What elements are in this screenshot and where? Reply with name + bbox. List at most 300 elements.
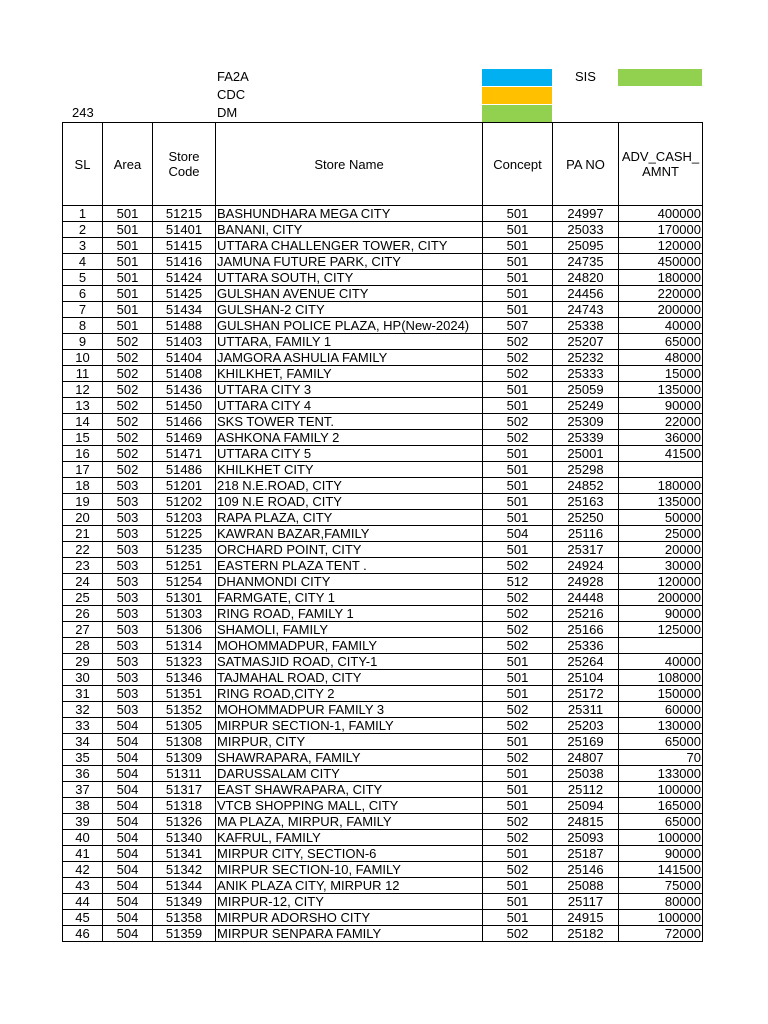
cell-store-code: 51404	[153, 350, 216, 366]
cell-area: 501	[103, 206, 153, 222]
cell-sl: 36	[63, 766, 103, 782]
cell-store-name: RING ROAD, FAMILY 1	[216, 606, 483, 622]
cell-concept: 501	[483, 894, 553, 910]
table-row	[63, 798, 703, 814]
cell-sl: 14	[63, 414, 103, 430]
cell-pa-no: 25117	[553, 894, 619, 910]
cell-adv-cash-amnt: 22000	[619, 414, 703, 430]
cell-store-code: 51349	[153, 894, 216, 910]
cell-sl: 31	[63, 686, 103, 702]
cell-store-code: 51326	[153, 814, 216, 830]
cell-sl: 38	[63, 798, 103, 814]
cell-concept: 502	[483, 590, 553, 606]
cell-store-code: 51342	[153, 862, 216, 878]
table-row	[63, 526, 703, 542]
cell-sl: 32	[63, 702, 103, 718]
cell-pa-no: 25298	[553, 462, 619, 478]
cell-adv-cash-amnt: 180000	[619, 270, 703, 286]
cell-concept: 501	[483, 494, 553, 510]
cell-sl: 3	[63, 238, 103, 254]
table-row	[63, 558, 703, 574]
cell-concept: 502	[483, 830, 553, 846]
cell-concept: 502	[483, 750, 553, 766]
cell-adv-cash-amnt: 165000	[619, 798, 703, 814]
cell-store-name: SHAMOLI, FAMILY	[216, 622, 483, 638]
table-row	[63, 766, 703, 782]
cell-concept: 501	[483, 398, 553, 414]
cell-adv-cash-amnt: 75000	[619, 878, 703, 894]
cell-concept: 501	[483, 286, 553, 302]
cell-store-code: 51311	[153, 766, 216, 782]
cell-adv-cash-amnt	[619, 462, 703, 478]
cell-area: 503	[103, 670, 153, 686]
cell-area: 501	[103, 254, 153, 270]
cell-sl: 19	[63, 494, 103, 510]
cell-concept: 501	[483, 238, 553, 254]
cell-pa-no: 25172	[553, 686, 619, 702]
legend-cdc-swatch	[482, 87, 552, 104]
cell-adv-cash-amnt: 48000	[619, 350, 703, 366]
cell-store-code: 51424	[153, 270, 216, 286]
cell-concept: 502	[483, 862, 553, 878]
cell-store-name: MIRPUR SECTION-10, FAMILY	[216, 862, 483, 878]
cell-adv-cash-amnt: 141500	[619, 862, 703, 878]
cell-pa-no: 24735	[553, 254, 619, 270]
cell-store-code: 51346	[153, 670, 216, 686]
cell-sl: 18	[63, 478, 103, 494]
cell-store-code: 51469	[153, 430, 216, 446]
table-row	[63, 894, 703, 910]
cell-concept: 501	[483, 446, 553, 462]
cell-area: 503	[103, 686, 153, 702]
cell-store-name: SATMASJID ROAD, CITY-1	[216, 654, 483, 670]
cell-concept: 502	[483, 718, 553, 734]
cell-pa-no: 25059	[553, 382, 619, 398]
cell-area: 502	[103, 462, 153, 478]
cell-area: 504	[103, 894, 153, 910]
table-row	[63, 366, 703, 382]
table-row	[63, 734, 703, 750]
cell-area: 503	[103, 606, 153, 622]
cell-adv-cash-amnt: 65000	[619, 734, 703, 750]
header-area: Area	[103, 123, 153, 206]
cell-pa-no: 25232	[553, 350, 619, 366]
header-sl: SL	[63, 123, 103, 206]
cell-pa-no: 24820	[553, 270, 619, 286]
cell-store-code: 51352	[153, 702, 216, 718]
cell-store-name: SHAWRAPARA, FAMILY	[216, 750, 483, 766]
cell-store-code: 51235	[153, 542, 216, 558]
cell-area: 503	[103, 654, 153, 670]
cell-pa-no: 24456	[553, 286, 619, 302]
legend-fa2a-label: FA2A	[217, 69, 249, 84]
table-row	[63, 782, 703, 798]
cell-adv-cash-amnt: 90000	[619, 398, 703, 414]
cell-sl: 20	[63, 510, 103, 526]
cell-sl: 40	[63, 830, 103, 846]
cell-store-name: JAMGORA ASHULIA FAMILY	[216, 350, 483, 366]
cell-pa-no: 25338	[553, 318, 619, 334]
cell-adv-cash-amnt: 100000	[619, 782, 703, 798]
cell-sl: 8	[63, 318, 103, 334]
cell-area: 504	[103, 766, 153, 782]
cell-sl: 45	[63, 910, 103, 926]
table-row	[63, 638, 703, 654]
cell-adv-cash-amnt: 125000	[619, 622, 703, 638]
cell-pa-no: 25093	[553, 830, 619, 846]
cell-concept: 502	[483, 558, 553, 574]
cell-concept: 501	[483, 846, 553, 862]
cell-store-code: 51303	[153, 606, 216, 622]
cell-sl: 42	[63, 862, 103, 878]
cell-store-code: 51359	[153, 926, 216, 942]
cell-area: 502	[103, 414, 153, 430]
cell-area: 502	[103, 446, 153, 462]
cell-adv-cash-amnt: 100000	[619, 830, 703, 846]
cell-store-name: ORCHARD POINT, CITY	[216, 542, 483, 558]
table-row	[63, 814, 703, 830]
cell-store-code: 51415	[153, 238, 216, 254]
cell-adv-cash-amnt: 135000	[619, 382, 703, 398]
cell-store-name: TAJMAHAL ROAD, CITY	[216, 670, 483, 686]
cell-store-name: UTTARA CITY 5	[216, 446, 483, 462]
header-adv-cash-amnt: ADV_CASH_ AMNT	[619, 123, 703, 206]
cell-area: 504	[103, 846, 153, 862]
cell-adv-cash-amnt: 20000	[619, 542, 703, 558]
header-store-code: Store Code	[153, 123, 216, 206]
legend-dm-swatch	[482, 105, 552, 122]
cell-store-name: 218 N.E.ROAD, CITY	[216, 478, 483, 494]
cell-concept: 501	[483, 478, 553, 494]
cell-store-name: KHILKHET CITY	[216, 462, 483, 478]
cell-concept: 501	[483, 206, 553, 222]
cell-concept: 501	[483, 910, 553, 926]
cell-store-code: 51340	[153, 830, 216, 846]
cell-store-code: 51201	[153, 478, 216, 494]
cell-store-name: UTTARA CITY 3	[216, 382, 483, 398]
cell-store-code: 51471	[153, 446, 216, 462]
table-row	[63, 478, 703, 494]
cell-sl: 26	[63, 606, 103, 622]
cell-store-name: MOHOMMADPUR, FAMILY	[216, 638, 483, 654]
cell-area: 503	[103, 478, 153, 494]
cell-pa-no: 25038	[553, 766, 619, 782]
header-store-name: Store Name	[216, 123, 483, 206]
cell-area: 502	[103, 334, 153, 350]
cell-adv-cash-amnt: 200000	[619, 590, 703, 606]
cell-concept: 501	[483, 222, 553, 238]
table-row	[63, 286, 703, 302]
cell-store-name: DHANMONDI CITY	[216, 574, 483, 590]
table-row	[63, 494, 703, 510]
table-row	[63, 334, 703, 350]
cell-concept: 501	[483, 510, 553, 526]
cell-sl: 25	[63, 590, 103, 606]
cell-pa-no: 24815	[553, 814, 619, 830]
cell-pa-no: 25250	[553, 510, 619, 526]
cell-concept: 502	[483, 350, 553, 366]
cell-area: 504	[103, 814, 153, 830]
cell-adv-cash-amnt: 200000	[619, 302, 703, 318]
cell-sl: 16	[63, 446, 103, 462]
cell-sl: 7	[63, 302, 103, 318]
cell-adv-cash-amnt: 30000	[619, 558, 703, 574]
cell-store-code: 51450	[153, 398, 216, 414]
table-row	[63, 606, 703, 622]
cell-adv-cash-amnt: 450000	[619, 254, 703, 270]
cell-concept: 507	[483, 318, 553, 334]
cell-concept: 512	[483, 574, 553, 590]
cell-concept: 502	[483, 638, 553, 654]
cell-area: 503	[103, 638, 153, 654]
cell-store-name: 109 N.E ROAD, CITY	[216, 494, 483, 510]
cell-concept: 501	[483, 542, 553, 558]
cell-concept: 501	[483, 878, 553, 894]
cell-concept: 502	[483, 430, 553, 446]
cell-store-code: 51486	[153, 462, 216, 478]
cell-adv-cash-amnt: 150000	[619, 686, 703, 702]
cell-sl: 11	[63, 366, 103, 382]
store-table	[62, 122, 703, 942]
table-row	[63, 270, 703, 286]
cell-store-code: 51434	[153, 302, 216, 318]
table-body	[63, 206, 703, 942]
cell-sl: 21	[63, 526, 103, 542]
cell-concept: 501	[483, 654, 553, 670]
cell-area: 503	[103, 622, 153, 638]
header-pa-no: PA NO	[553, 123, 619, 206]
cell-store-code: 51416	[153, 254, 216, 270]
cell-concept: 501	[483, 670, 553, 686]
cell-area: 503	[103, 510, 153, 526]
cell-sl: 22	[63, 542, 103, 558]
cell-pa-no: 25339	[553, 430, 619, 446]
table-row	[63, 430, 703, 446]
cell-store-code: 51308	[153, 734, 216, 750]
cell-pa-no: 25249	[553, 398, 619, 414]
cell-pa-no: 25207	[553, 334, 619, 350]
cell-adv-cash-amnt: 133000	[619, 766, 703, 782]
legend-dm-label: DM	[217, 105, 238, 120]
cell-store-code: 51341	[153, 846, 216, 862]
cell-concept: 502	[483, 366, 553, 382]
cell-store-name: MIRPUR, CITY	[216, 734, 483, 750]
cell-store-code: 51488	[153, 318, 216, 334]
cell-store-code: 51309	[153, 750, 216, 766]
cell-pa-no: 25146	[553, 862, 619, 878]
cell-store-code: 51425	[153, 286, 216, 302]
cell-sl: 41	[63, 846, 103, 862]
cell-adv-cash-amnt: 170000	[619, 222, 703, 238]
legend-sis-label: SIS	[575, 69, 596, 84]
cell-store-name: KAWRAN BAZAR,FAMILY	[216, 526, 483, 542]
cell-area: 501	[103, 222, 153, 238]
cell-store-code: 51225	[153, 526, 216, 542]
table-row	[63, 350, 703, 366]
cell-area: 502	[103, 366, 153, 382]
table-row	[63, 846, 703, 862]
cell-sl: 33	[63, 718, 103, 734]
table-row	[63, 510, 703, 526]
cell-store-code: 51401	[153, 222, 216, 238]
table-row	[63, 382, 703, 398]
cell-sl: 10	[63, 350, 103, 366]
cell-adv-cash-amnt: 65000	[619, 814, 703, 830]
cell-area: 504	[103, 830, 153, 846]
cell-adv-cash-amnt: 50000	[619, 510, 703, 526]
cell-store-name: ANIK PLAZA CITY, MIRPUR 12	[216, 878, 483, 894]
cell-sl: 29	[63, 654, 103, 670]
cell-adv-cash-amnt	[619, 638, 703, 654]
table-row	[63, 862, 703, 878]
table-row	[63, 686, 703, 702]
table-row	[63, 318, 703, 334]
table-row	[63, 590, 703, 606]
cell-concept: 501	[483, 686, 553, 702]
cell-store-name: FARMGATE, CITY 1	[216, 590, 483, 606]
table-row	[63, 574, 703, 590]
cell-sl: 46	[63, 926, 103, 942]
cell-concept: 501	[483, 734, 553, 750]
cell-store-code: 51344	[153, 878, 216, 894]
cell-sl: 13	[63, 398, 103, 414]
cell-sl: 43	[63, 878, 103, 894]
cell-adv-cash-amnt: 100000	[619, 910, 703, 926]
cell-pa-no: 25166	[553, 622, 619, 638]
cell-store-name: SKS TOWER TENT.	[216, 414, 483, 430]
cell-store-name: ASHKONA FAMILY 2	[216, 430, 483, 446]
cell-store-code: 51351	[153, 686, 216, 702]
cell-store-name: JAMUNA FUTURE PARK, CITY	[216, 254, 483, 270]
table-row	[63, 446, 703, 462]
cell-concept: 504	[483, 526, 553, 542]
cell-concept: 501	[483, 798, 553, 814]
cell-area: 504	[103, 926, 153, 942]
table-header-row	[63, 123, 703, 206]
header-concept: Concept	[483, 123, 553, 206]
table-row	[63, 718, 703, 734]
record-count: 243	[72, 105, 94, 120]
cell-adv-cash-amnt: 41500	[619, 446, 703, 462]
cell-area: 503	[103, 542, 153, 558]
cell-store-code: 51317	[153, 782, 216, 798]
cell-store-code: 51203	[153, 510, 216, 526]
cell-store-code: 51314	[153, 638, 216, 654]
table-row	[63, 702, 703, 718]
cell-store-code: 51436	[153, 382, 216, 398]
cell-sl: 17	[63, 462, 103, 478]
cell-pa-no: 24807	[553, 750, 619, 766]
cell-store-name: RING ROAD,CITY 2	[216, 686, 483, 702]
cell-concept: 501	[483, 766, 553, 782]
cell-adv-cash-amnt: 108000	[619, 670, 703, 686]
cell-pa-no: 24743	[553, 302, 619, 318]
cell-store-name: EASTERN PLAZA TENT .	[216, 558, 483, 574]
cell-area: 504	[103, 734, 153, 750]
cell-adv-cash-amnt: 72000	[619, 926, 703, 942]
cell-concept: 501	[483, 254, 553, 270]
table-row	[63, 462, 703, 478]
legend-fa2a-swatch	[482, 69, 552, 86]
cell-adv-cash-amnt: 36000	[619, 430, 703, 446]
cell-pa-no: 25116	[553, 526, 619, 542]
cell-adv-cash-amnt: 15000	[619, 366, 703, 382]
table-row	[63, 222, 703, 238]
cell-store-code: 51202	[153, 494, 216, 510]
cell-sl: 5	[63, 270, 103, 286]
cell-concept: 502	[483, 606, 553, 622]
legend-sis-swatch	[618, 69, 702, 86]
cell-area: 502	[103, 382, 153, 398]
cell-store-code: 51318	[153, 798, 216, 814]
cell-area: 503	[103, 702, 153, 718]
cell-store-name: MIRPUR CITY, SECTION-6	[216, 846, 483, 862]
table-row	[63, 206, 703, 222]
cell-area: 503	[103, 590, 153, 606]
cell-area: 503	[103, 526, 153, 542]
cell-store-name: MA PLAZA, MIRPUR, FAMILY	[216, 814, 483, 830]
cell-pa-no: 25112	[553, 782, 619, 798]
cell-store-code: 51306	[153, 622, 216, 638]
cell-pa-no: 24852	[553, 478, 619, 494]
cell-sl: 27	[63, 622, 103, 638]
cell-pa-no: 25094	[553, 798, 619, 814]
cell-area: 504	[103, 862, 153, 878]
cell-store-code: 51301	[153, 590, 216, 606]
cell-adv-cash-amnt: 220000	[619, 286, 703, 302]
cell-sl: 23	[63, 558, 103, 574]
cell-adv-cash-amnt: 135000	[619, 494, 703, 510]
cell-sl: 30	[63, 670, 103, 686]
cell-store-name: VTCB SHOPPING MALL, CITY	[216, 798, 483, 814]
cell-store-code: 51466	[153, 414, 216, 430]
cell-pa-no: 24448	[553, 590, 619, 606]
cell-area: 504	[103, 750, 153, 766]
cell-adv-cash-amnt: 90000	[619, 846, 703, 862]
cell-area: 503	[103, 574, 153, 590]
cell-concept: 501	[483, 302, 553, 318]
cell-pa-no: 25309	[553, 414, 619, 430]
cell-concept: 502	[483, 814, 553, 830]
table-row	[63, 542, 703, 558]
cell-pa-no: 25163	[553, 494, 619, 510]
cell-store-name: BANANI, CITY	[216, 222, 483, 238]
table-row	[63, 622, 703, 638]
cell-pa-no: 25033	[553, 222, 619, 238]
cell-adv-cash-amnt: 25000	[619, 526, 703, 542]
table-row	[63, 654, 703, 670]
cell-area: 503	[103, 558, 153, 574]
cell-sl: 4	[63, 254, 103, 270]
cell-store-name: MIRPUR SECTION-1, FAMILY	[216, 718, 483, 734]
cell-pa-no: 24915	[553, 910, 619, 926]
cell-sl: 15	[63, 430, 103, 446]
cell-adv-cash-amnt: 130000	[619, 718, 703, 734]
cell-sl: 9	[63, 334, 103, 350]
cell-store-name: GULSHAN POLICE PLAZA, HP(New-2024)	[216, 318, 483, 334]
cell-pa-no: 25187	[553, 846, 619, 862]
cell-store-code: 51403	[153, 334, 216, 350]
table-row	[63, 254, 703, 270]
cell-area: 504	[103, 718, 153, 734]
cell-store-name: GULSHAN-2 CITY	[216, 302, 483, 318]
cell-adv-cash-amnt: 40000	[619, 318, 703, 334]
cell-adv-cash-amnt: 90000	[619, 606, 703, 622]
cell-store-name: MIRPUR ADORSHO CITY	[216, 910, 483, 926]
cell-area: 501	[103, 302, 153, 318]
cell-store-name: DARUSSALAM CITY	[216, 766, 483, 782]
cell-sl: 6	[63, 286, 103, 302]
